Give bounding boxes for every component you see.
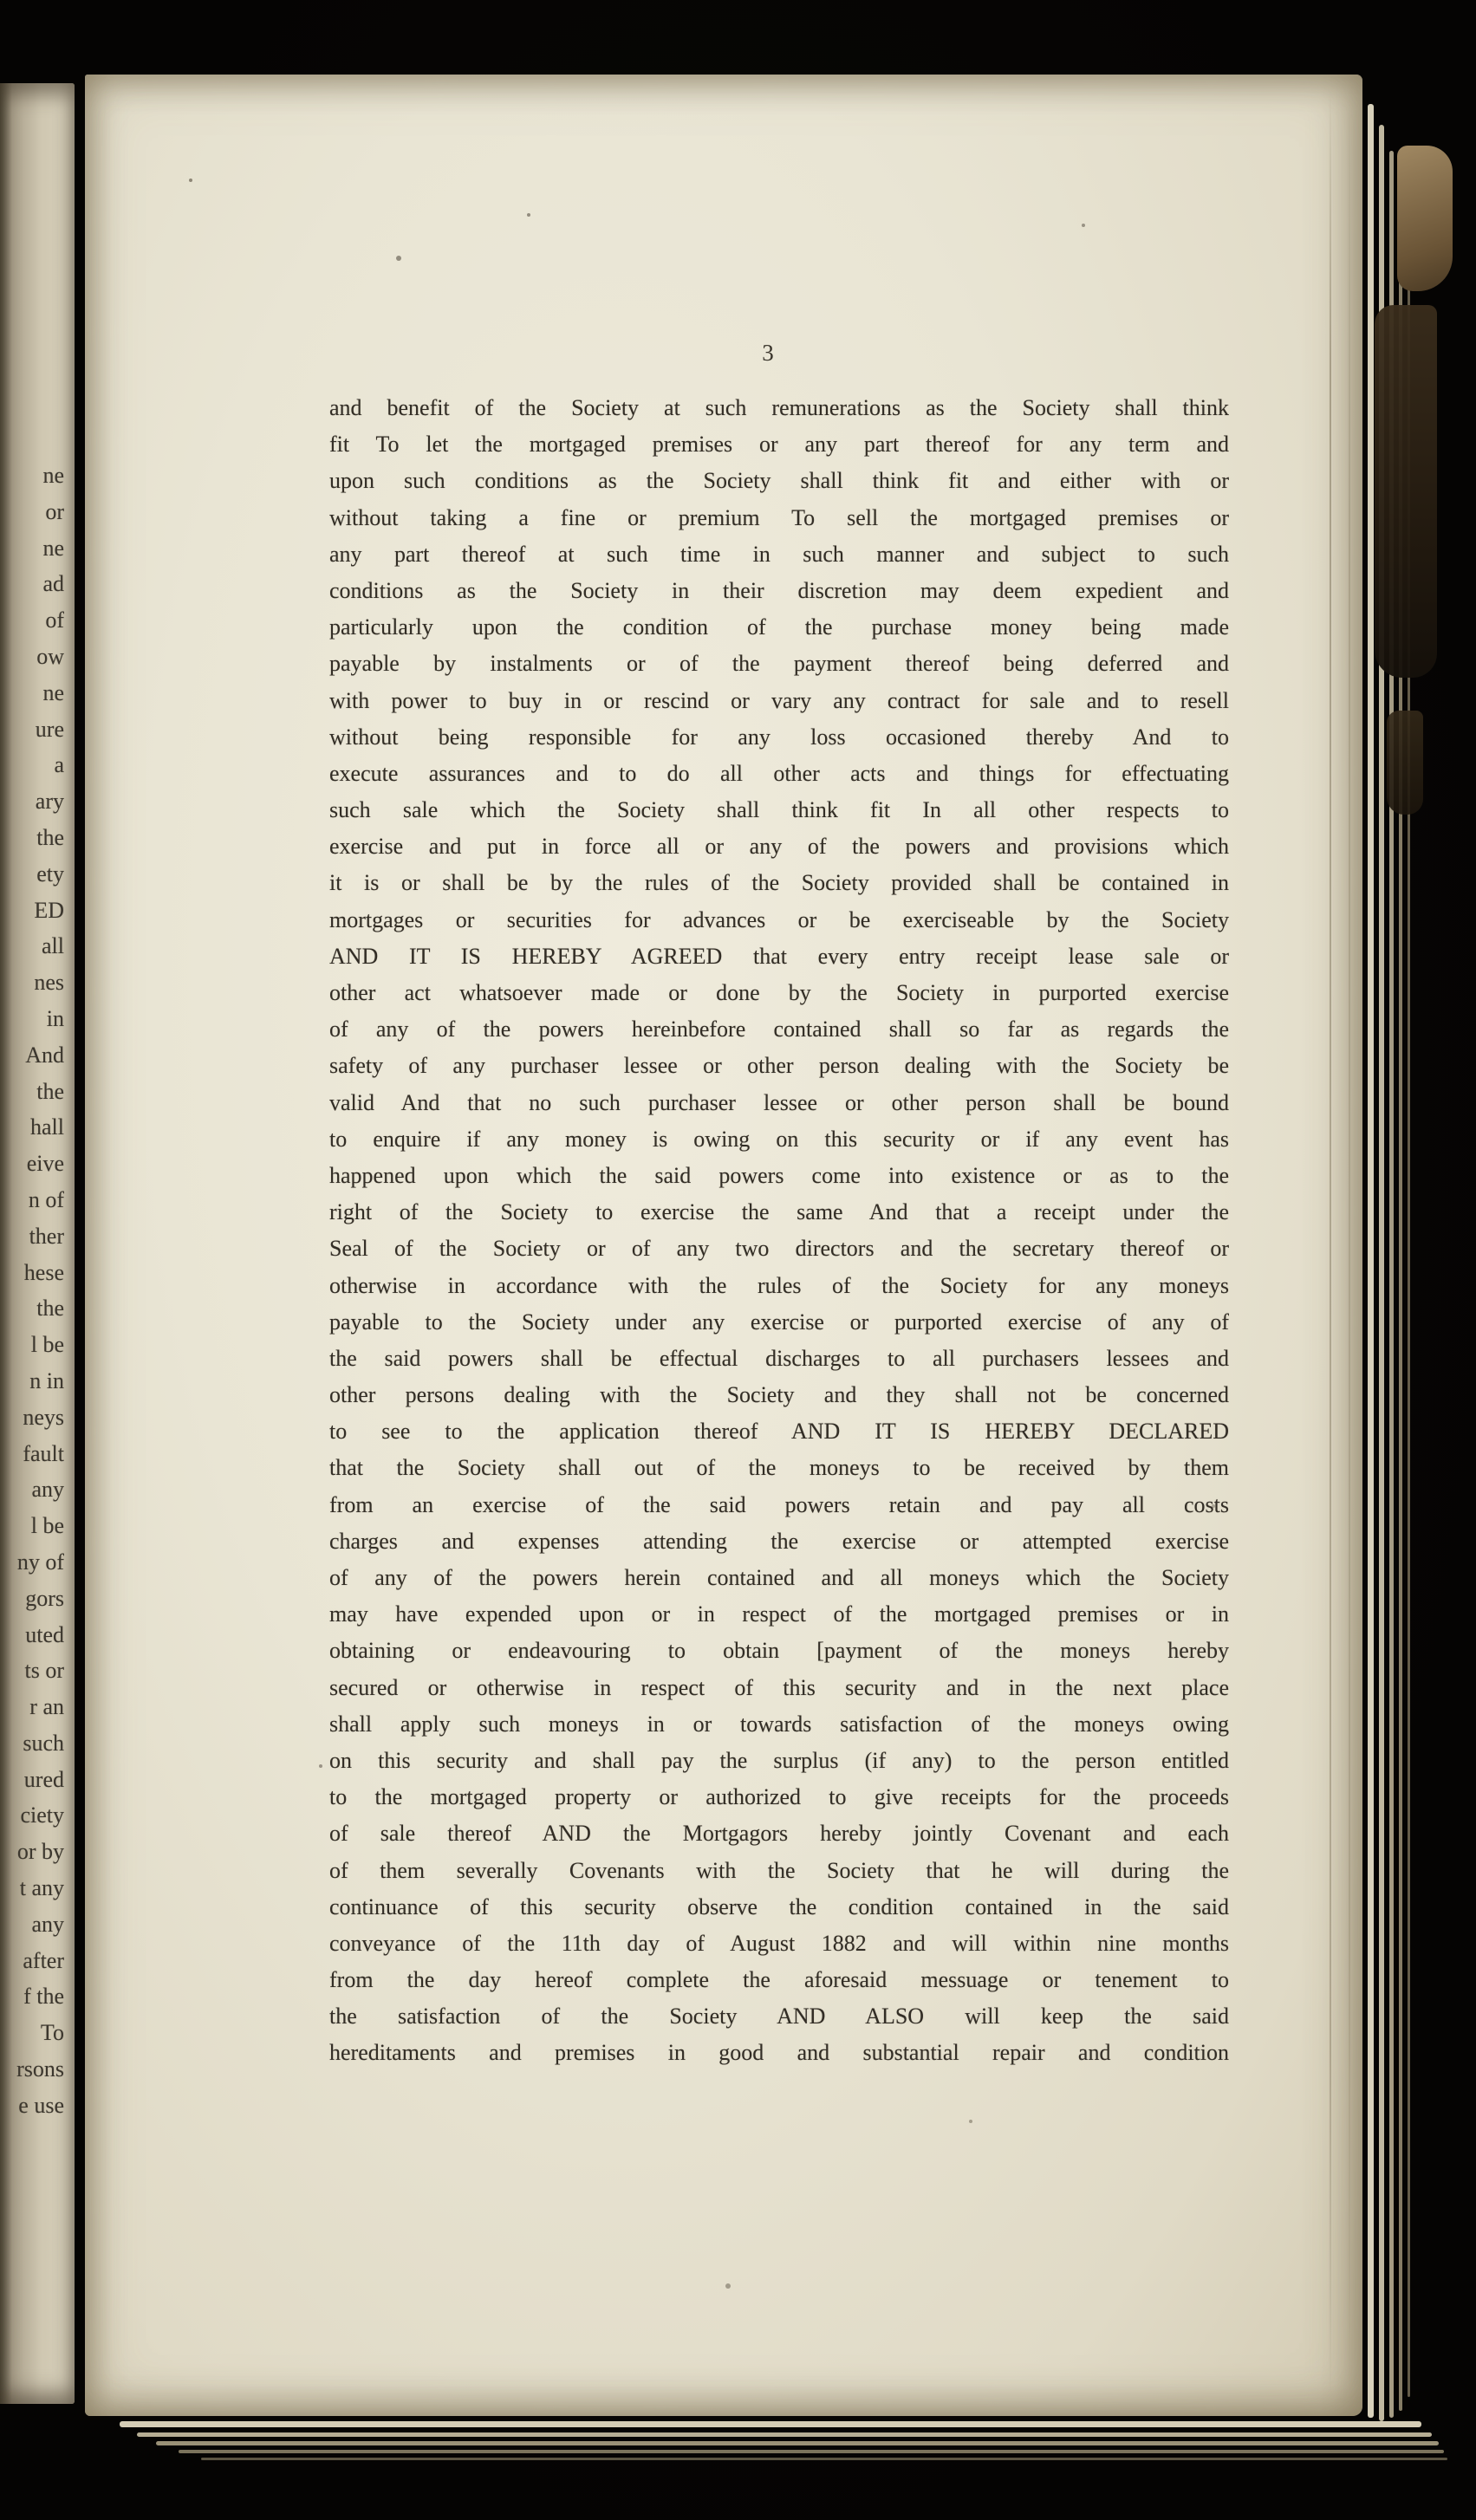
text-line: otherwise in accordance with the rules of the Society for any moneys [329, 1272, 1229, 1298]
text-line: of them severally Covenants with the Society that he will during the [329, 1857, 1229, 1883]
previous-page-text-fragments [0, 458, 64, 2124]
text-line: exercise and put in force all or any of the powers and provisions which [329, 834, 1229, 860]
text-line: obtaining or endeavouring to obtain [payment of the moneys hereby [329, 1638, 1229, 1664]
text-line: on this security and shall pay the surplus (if any) to the person entitled [329, 1747, 1229, 1773]
text-line: right of the Society to exercise the same And that a receipt under the [329, 1199, 1229, 1225]
fragment-line: hall [30, 1114, 64, 1140]
page-crease [1349, 90, 1350, 2399]
page-edge [156, 2441, 1439, 2445]
text-line: other persons dealing with the Society and they shall not be concerned [329, 1382, 1229, 1408]
fragment-line: To [40, 2020, 64, 2046]
page-stack-bottom [104, 2418, 1447, 2504]
text-line: may have expended upon or in respect of the mortgaged premises or in [329, 1601, 1229, 1627]
fragment-line: ny of [16, 1549, 64, 1575]
text-line: fit To let the mortgaged premises or any part thereof for any term and [329, 432, 1229, 458]
fragment-line: l be [30, 1332, 64, 1358]
text-line: and benefit of the Society at such remunerations as the Society shall think [329, 395, 1229, 420]
fragment-line: ne [42, 535, 64, 561]
text-line: to see to the application thereof AND IT IS HEREBY DECLARED [329, 1419, 1229, 1445]
text-line: mortgages or securities for advances or be exerciseable by the Society [329, 906, 1229, 932]
fragment-line: ne [42, 679, 64, 705]
fragment-line: l be [30, 1513, 64, 1539]
page-edge [137, 2432, 1432, 2437]
text-line: of any of the powers herein contained and all moneys which the Society [329, 1565, 1229, 1590]
fragment-line: after [23, 1947, 64, 1973]
fragment-line: of [45, 607, 64, 633]
text-line: secured or otherwise in respect of this security and in the next place [329, 1674, 1229, 1700]
fragment-line: any [31, 1911, 64, 1937]
text-line: such sale which the Society shall think fit In all other respects to [329, 797, 1229, 823]
text-line: the said powers shall be effectual discharges to all purchasers lessees and [329, 1345, 1229, 1371]
text-line: conveyance of the 11th day of August 1882 and will within nine months [329, 1930, 1229, 1956]
fragment-line: f the [23, 1984, 64, 2010]
text-line: without taking a fine or premium To sell the mortgaged premises or [329, 504, 1229, 530]
text-line: payable by instalments or of the payment thereof being deferred and [329, 651, 1229, 677]
text-line: it is or shall be by the rules of the Society provided shall be contained in [329, 870, 1229, 896]
text-line: the satisfaction of the Society AND ALSO will keep the said [329, 2004, 1229, 2030]
fragment-line: uted [25, 1621, 64, 1647]
page-edge [1368, 104, 1374, 2418]
fragment-line: ne [42, 463, 64, 488]
fragment-line: ured [23, 1766, 64, 1792]
fragment-line: nes [34, 970, 64, 996]
text-line: Seal of the Society or of any two directors and the secretary thereof or [329, 1236, 1229, 1262]
text-line: to enquire if any money is owing on this security or if any event has [329, 1126, 1229, 1152]
fragment-line: hese [23, 1259, 64, 1285]
page-number: 3 [762, 340, 774, 366]
fragment-line: ary [35, 789, 64, 815]
text-line: continuance of this security observe the condition contained in the said [329, 1893, 1229, 1919]
fragment-line: fault [23, 1440, 64, 1466]
fragment-line: the [36, 1296, 64, 1322]
fragment-line: all [42, 933, 64, 959]
fragment-line: ts or [24, 1658, 64, 1684]
text-line: payable to the Society under any exercise or purported exercise of any of [329, 1309, 1229, 1335]
fragment-line: in [46, 1005, 64, 1031]
text-line: from an exercise of the said powers retain and pay all costs [329, 1491, 1229, 1517]
fragment-line: n in [29, 1367, 64, 1393]
text-line: from the day hereof complete the aforesaid messuage or tenement to [329, 1967, 1229, 1993]
fragment-line: ow [36, 643, 64, 669]
torn-paper-fragment [1397, 146, 1453, 291]
text-line: particularly upon the condition of the purchase money being made [329, 614, 1229, 640]
torn-paper-shadow [1375, 305, 1437, 678]
text-line: other act whatsoever made or done by the Society in purported exercise [329, 980, 1229, 1005]
fragment-line: any [31, 1477, 64, 1503]
previous-page-edge [0, 83, 75, 2404]
fragment-line: rsons [16, 2056, 64, 2082]
text-line: happened upon which the said powers come into existence or as to the [329, 1162, 1229, 1188]
fragment-line: ther [29, 1223, 64, 1249]
page-crease [1330, 90, 1331, 2399]
fragment-line: neys [23, 1404, 64, 1430]
text-line: AND IT IS HEREBY AGREED that every entry receipt lease sale or [329, 943, 1229, 969]
text-line: that the Society shall out of the moneys to be received by them [329, 1455, 1229, 1481]
text-line: safety of any purchaser lessee or other person dealing with the Society be [329, 1053, 1229, 1079]
fragment-line: And [25, 1042, 64, 1068]
page-edge [179, 2450, 1444, 2453]
fragment-line: r an [29, 1694, 64, 1720]
text-line: without being responsible for any loss occasioned thereby And to [329, 724, 1229, 750]
page-edge [201, 2458, 1447, 2460]
fragment-line: t any [19, 1875, 64, 1901]
torn-paper-fragment [1387, 711, 1423, 815]
fragment-line: eive [26, 1151, 64, 1177]
fragment-line: or [45, 498, 64, 524]
fragment-line: the [36, 1078, 64, 1104]
fragment-line: the [36, 824, 64, 850]
paper-specks [189, 179, 192, 182]
fragment-line: ure [35, 716, 64, 742]
text-line: of any of the powers hereinbefore contained shall so far as regards the [329, 1016, 1229, 1042]
fragment-line: a [54, 752, 64, 778]
fragment-line: gors [25, 1585, 64, 1611]
text-line: to the mortgaged property or authorized to give receipts for the proceeds [329, 1784, 1229, 1810]
document-page [85, 75, 1362, 2416]
text-line: charges and expenses attending the exercise or attempted exercise [329, 1528, 1229, 1554]
text-line: of sale thereof AND the Mortgagors hereby jointly Covenant and each [329, 1821, 1229, 1847]
text-line: any part thereof at such time in such manner and subject to such [329, 541, 1229, 567]
text-line: hereditaments and premises in good and substantial repair and condition [329, 2040, 1229, 2066]
fragment-line: ED [34, 897, 64, 923]
fragment-line: ciety [20, 1802, 64, 1828]
fragment-line: ety [36, 861, 64, 887]
text-line: shall apply such moneys in or towards satisfaction of the moneys owing [329, 1711, 1229, 1737]
text-line: upon such conditions as the Society shall think fit and either with or [329, 468, 1229, 494]
page-edge [120, 2421, 1421, 2427]
fragment-line: ad [42, 571, 64, 597]
fragment-line: n of [28, 1186, 64, 1212]
body-text [329, 390, 1229, 2072]
text-line: valid And that no such purchaser lessee or other person shall be bound [329, 1089, 1229, 1115]
text-line: with power to buy in or rescind or vary any contract for sale and to resell [329, 687, 1229, 713]
fragment-line: e use [18, 2092, 64, 2118]
text-line: conditions as the Society in their discretion may deem expedient and [329, 577, 1229, 603]
text-line: execute assurances and to do all other acts and things for effectuating [329, 760, 1229, 786]
fragment-line: such [23, 1730, 64, 1756]
fragment-line: or by [16, 1839, 64, 1865]
